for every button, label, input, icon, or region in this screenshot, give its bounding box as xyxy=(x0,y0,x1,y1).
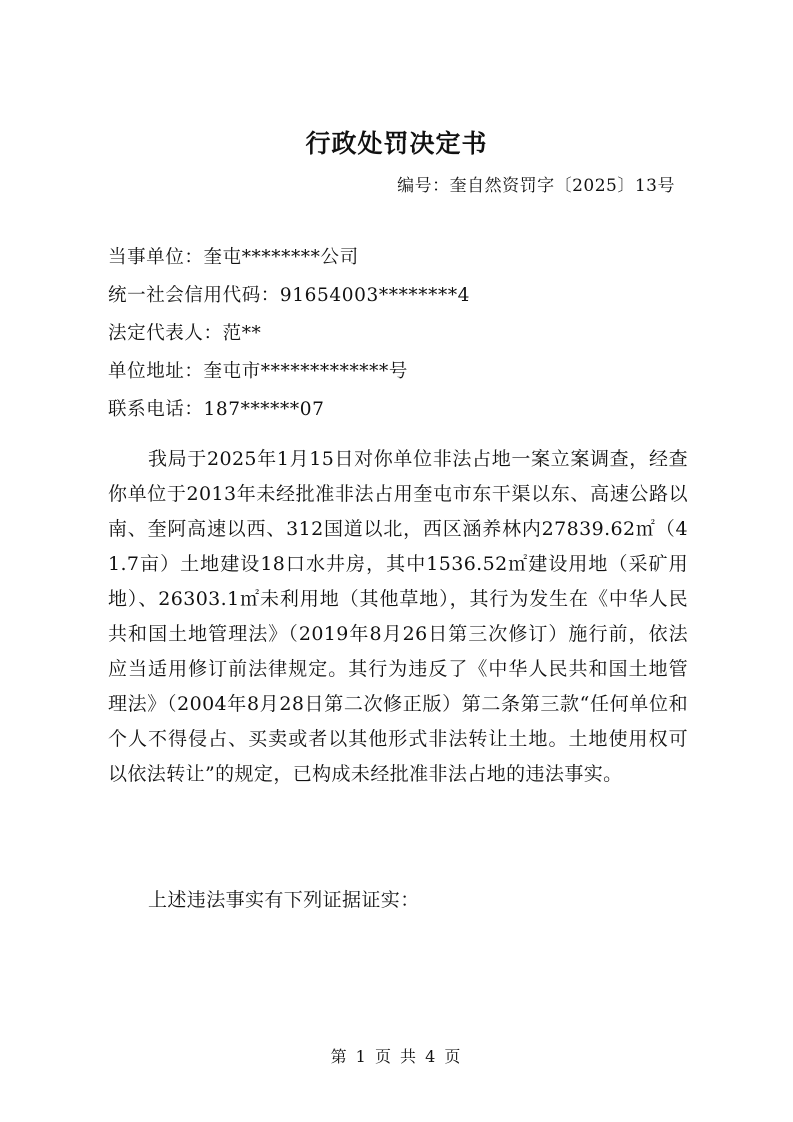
party-phone: 联系电话：187******07 xyxy=(108,399,325,420)
party-address: 单位地址：奎屯市*************号 xyxy=(108,361,408,382)
document-title: 行政处罚决定书 xyxy=(305,129,488,158)
party-credit-code: 统一社会信用代码：91654003********4 xyxy=(108,285,471,306)
party-unit: 当事单位：奎屯********公司 xyxy=(108,247,359,268)
page-number: 第 1 页 共 4 页 xyxy=(330,1047,463,1066)
party-info xyxy=(108,243,698,433)
violation-paragraph: 我局于2025年1月15日对你单位非法占地一案立案调查，经查你单位于2013年未经批准非法占用奎屯市东干渠以东、高速公路以南、奎阿高速以西、312国道以北，西区涵养林内27839.62㎡（41.7亩）土地建设18口水井房，其中1536.52㎡建设用地（采矿用地）、26303.1㎡未利用地（其他草地），其行为发生在《中华人民共和国土地管理法》（2019年8月26日第三次修订）施行前，依法应当适用修订前法律规定。其行为违反了《中华人民共和国土地管理法》（2004年8月28日第二次修正版）第二条第三款“任何单位和个人不得侵占、买卖或者以其他形式非法转让土地。土地使用权可以依法转让”的规定，已构成未经批准非法占地的违法事实。 xyxy=(108,448,688,785)
party-legal-representative: 法定代表人：范** xyxy=(108,323,262,344)
evidence-intro: 上述违法事实有下列证据证实： xyxy=(148,889,420,911)
document-number: 编号：奎自然资罚字〔2025〕13号 xyxy=(397,176,675,196)
